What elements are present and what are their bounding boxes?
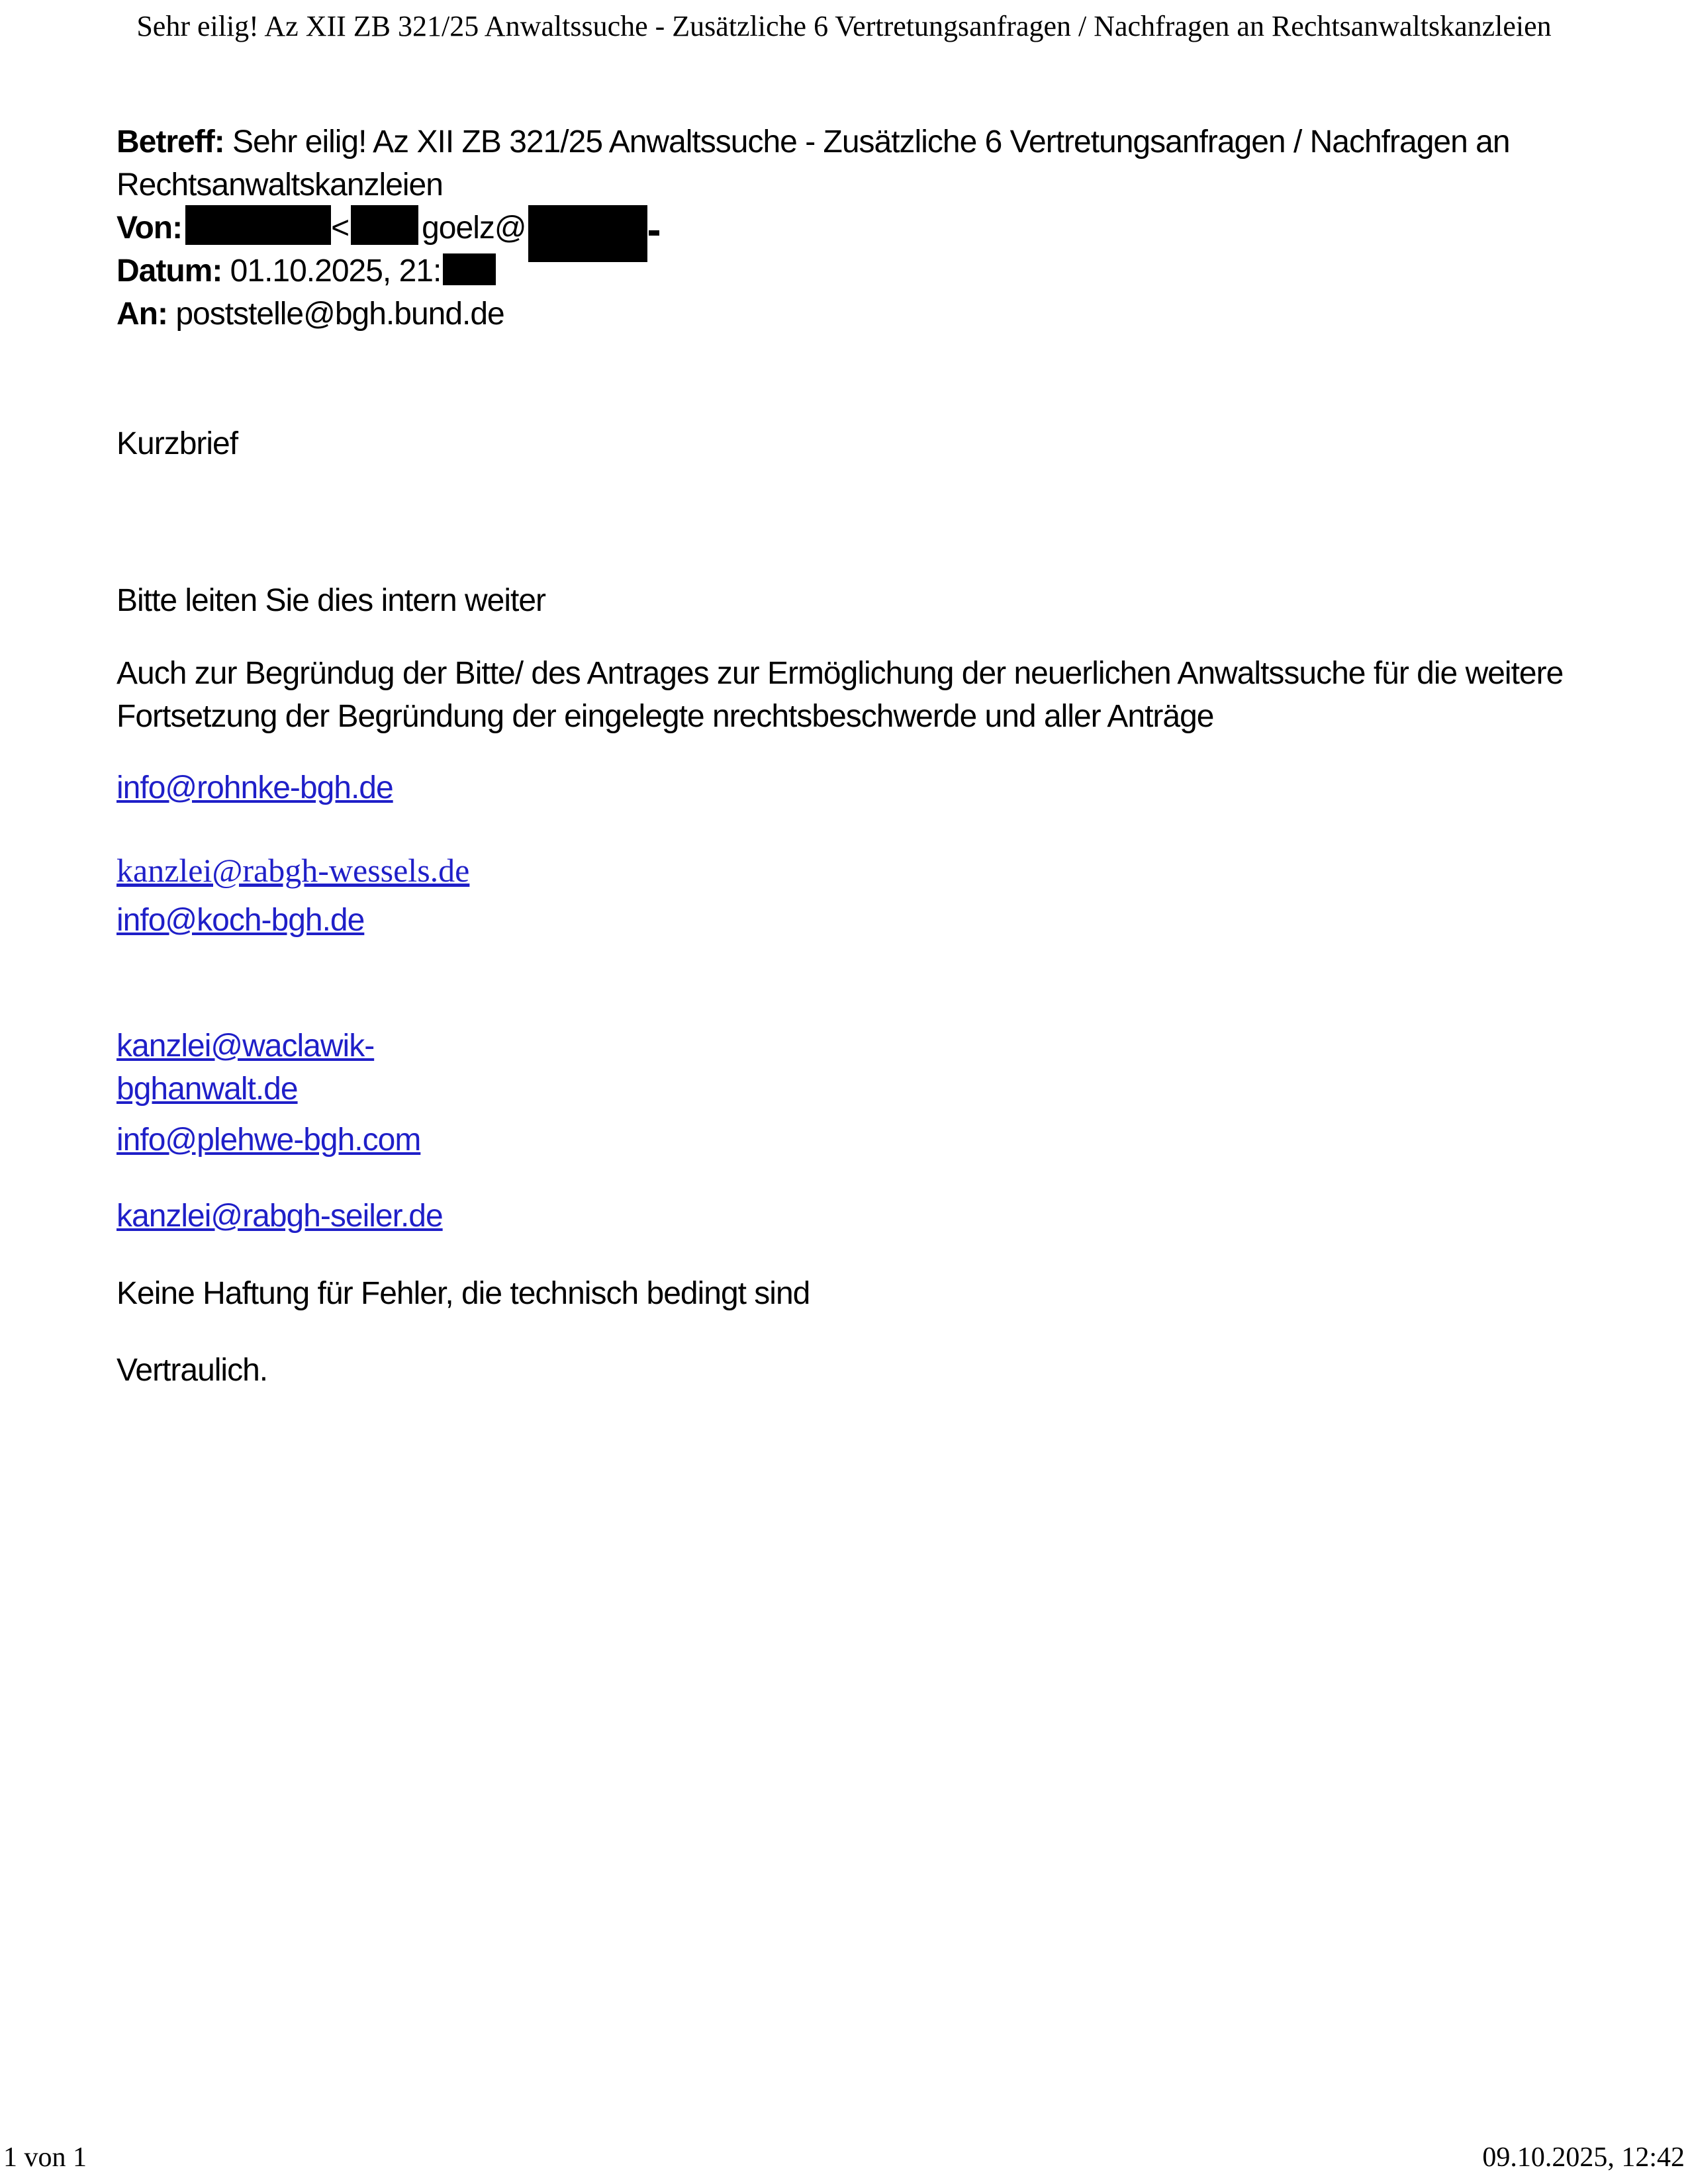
von-email-fragment: goelz@ [422,210,526,246]
an-line [117,293,504,336]
link-row [117,849,469,893]
link-row [117,899,364,942]
redaction-artifact-dash [649,230,659,236]
betreff-value: Sehr eilig! Az XII ZB 321/25 Anwaltssuche - Zusätzliche 6 Vertretungsanfragen / Nachfragen an Rechtsanwaltskanzleien [117,124,1510,203]
redaction-box-sender-name [185,205,331,245]
datum-label: Datum: [117,253,222,289]
body-disclaimer: Keine Haftung für Fehler, die technisch bedingt sind [117,1276,810,1311]
email-link-rohnke[interactable]: info@rohnke-bgh.de [117,770,393,805]
email-link-rabgh-wessels[interactable]: kanzlei@rabgh-wessels.de [117,852,470,889]
datum-line [117,250,496,293]
print-header-title: Sehr eilig! Az XII ZB 321/25 Anwaltssuche - Zusätzliche 6 Vertretungsanfragen / Nachfragen an Rechtsanwaltskanzleien [136,10,1552,42]
print-footer-page-number: 1 von 1 [3,2142,87,2173]
email-link-rabgh-seiler[interactable]: kanzlei@rabgh-seiler.de [117,1199,443,1234]
betreff-line [117,120,1646,206]
von-line [117,205,659,250]
body-reason-paragraph: Auch zur Begründug der Bitte/ des Antrages zur Ermöglichung der neuerlichen Anwaltssuche für die weitere Fortsetzung der Begründung der eingelegte nrechtsbeschwerde und aller Anträge [117,656,1564,734]
link-row [117,766,393,809]
email-link-koch[interactable]: info@koch-bgh.de [117,903,365,938]
von-angle-open: < [331,210,350,246]
body-confidential: Vertraulich. [117,1353,268,1388]
redaction-box-email-domain [528,205,647,245]
an-value: poststelle@bgh.bund.de [175,296,504,332]
link-row [117,1024,461,1111]
datum-value: 01.10.2025, 21: [230,253,442,289]
an-label: An: [117,296,167,332]
print-footer-datetime: 09.10.2025, 12:42 [1482,2142,1685,2173]
link-row [117,1118,420,1161]
body-forward-note: Bitte leiten Sie dies intern weiter [117,583,546,618]
email-link-plehwe[interactable]: info@plehwe-bgh.com [117,1122,421,1158]
redaction-box-email-local-part [351,205,418,245]
von-label: Von: [117,210,183,246]
betreff-label: Betreff: [117,124,224,159]
body-kurzbrief: Kurzbrief [117,426,238,461]
redaction-box-time-minutes [443,253,496,285]
email-link-waclawik-bghanwalt[interactable]: kanzlei@waclawik-bghanwalt.de [117,1028,375,1107]
link-row [117,1195,443,1238]
